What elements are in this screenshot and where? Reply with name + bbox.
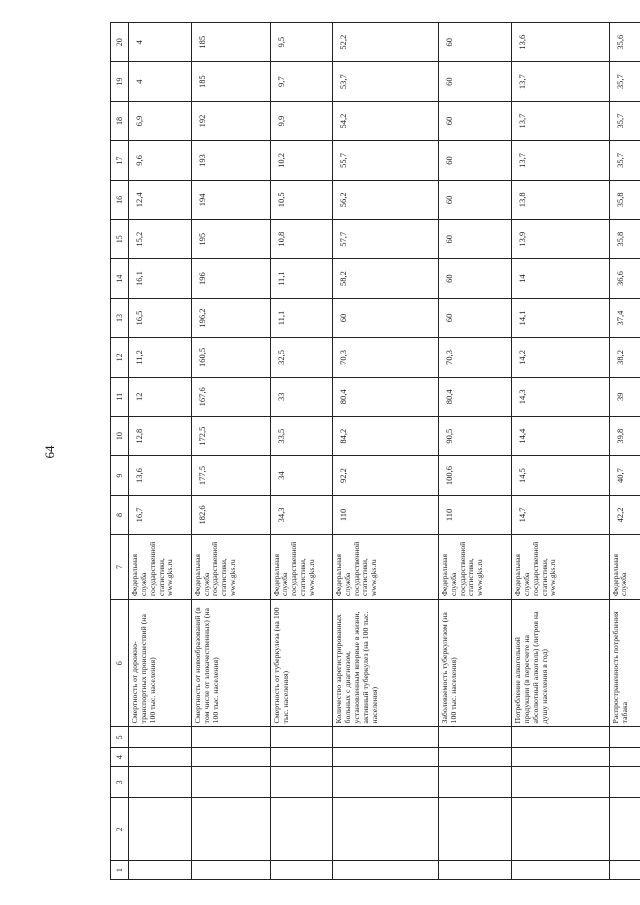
header-cell: 16	[111, 180, 129, 219]
value-cell: 58,2	[333, 259, 439, 298]
source-cell: Федеральная служба государственной статистики, www.gks.ru	[512, 535, 609, 600]
table-row	[333, 23, 439, 880]
value-cell: 172,5	[191, 416, 270, 455]
value-cell: 35,7	[609, 62, 640, 101]
value-cell: 39,8	[609, 416, 640, 455]
value-cell: 60	[439, 101, 512, 140]
empty-cell	[609, 727, 640, 748]
header-cell: 15	[111, 220, 129, 259]
value-cell: 160,5	[191, 338, 270, 377]
empty-cell	[270, 861, 333, 880]
value-cell: 11,1	[270, 298, 333, 337]
header-cell: 3	[111, 767, 129, 798]
value-cell: 33	[270, 377, 333, 416]
indicator-cell: Смертность от новообразований (в том числе от злокачественных) (на 100 тыс. населения)	[191, 599, 270, 727]
empty-cell	[191, 798, 270, 861]
value-cell: 35,7	[609, 141, 640, 180]
value-cell: 36,6	[609, 259, 640, 298]
value-cell: 195	[191, 220, 270, 259]
empty-cell	[270, 748, 333, 767]
value-cell: 10,8	[270, 220, 333, 259]
empty-cell	[333, 767, 439, 798]
table-body	[129, 23, 640, 880]
indicator-cell: Распространенность потребления табака	[609, 599, 640, 727]
empty-cell	[512, 861, 609, 880]
empty-cell	[512, 798, 609, 861]
value-cell: 193	[191, 141, 270, 180]
value-cell: 34,3	[270, 495, 333, 534]
value-cell: 110	[439, 495, 512, 534]
header-cell: 12	[111, 338, 129, 377]
value-cell: 185	[191, 62, 270, 101]
value-cell: 39	[609, 377, 640, 416]
empty-cell	[439, 748, 512, 767]
value-cell: 35,8	[609, 220, 640, 259]
source-cell: Федеральная служба	[609, 535, 640, 600]
value-cell: 4	[129, 23, 192, 62]
value-cell: 14,1	[512, 298, 609, 337]
value-cell: 38,2	[609, 338, 640, 377]
empty-cell	[129, 727, 192, 748]
indicator-cell: Смертность от туберкулеза (на 100 тыс. населения)	[270, 599, 333, 727]
rotated-table-container	[110, 22, 640, 880]
value-cell: 14,7	[512, 495, 609, 534]
table-row	[609, 23, 640, 880]
source-cell: Федеральная служба государственной статистики, www.gks.ru	[333, 535, 439, 600]
table-row	[439, 23, 512, 880]
value-cell: 9,9	[270, 101, 333, 140]
header-cell: 20	[111, 23, 129, 62]
header-row	[111, 23, 129, 880]
value-cell: 110	[333, 495, 439, 534]
value-cell: 55,7	[333, 141, 439, 180]
value-cell: 37,4	[609, 298, 640, 337]
value-cell: 42,2	[609, 495, 640, 534]
source-cell: Федеральная служба государственной статистики, www.gks.ru	[270, 535, 333, 600]
value-cell: 15,2	[129, 220, 192, 259]
header-cell: 13	[111, 298, 129, 337]
empty-cell	[333, 798, 439, 861]
value-cell: 13,6	[512, 23, 609, 62]
value-cell: 60	[439, 220, 512, 259]
value-cell: 14	[512, 259, 609, 298]
value-cell: 6,9	[129, 101, 192, 140]
value-cell: 16,1	[129, 259, 192, 298]
value-cell: 80,4	[439, 377, 512, 416]
value-cell: 60	[439, 259, 512, 298]
empty-cell	[129, 767, 192, 798]
value-cell: 12,8	[129, 416, 192, 455]
empty-cell	[512, 748, 609, 767]
indicator-cell: Потребление алкогольной продукции (в пересчете на абсолютный алкоголь) (литров на душу населения в год)	[512, 599, 609, 727]
empty-cell	[439, 861, 512, 880]
value-cell: 100,6	[439, 456, 512, 495]
value-cell: 196,2	[191, 298, 270, 337]
value-cell: 60	[439, 141, 512, 180]
table-row	[270, 23, 333, 880]
empty-cell	[609, 748, 640, 767]
value-cell: 10,2	[270, 141, 333, 180]
indicator-cell: Смертность от дорожно-транспортных происшествий (на 100 тыс. населения)	[129, 599, 192, 727]
header-cell: 19	[111, 62, 129, 101]
header-cell: 6	[111, 599, 129, 727]
empty-cell	[439, 727, 512, 748]
value-cell: 60	[333, 298, 439, 337]
source-cell: Федеральная служба государственной статистики, www.gks.ru	[129, 535, 192, 600]
value-cell: 32,5	[270, 338, 333, 377]
header-cell: 7	[111, 535, 129, 600]
value-cell: 185	[191, 23, 270, 62]
value-cell: 70,3	[439, 338, 512, 377]
value-cell: 9,7	[270, 62, 333, 101]
table-row	[191, 23, 270, 880]
indicator-cell: Количество зарегистрированных больных с диагнозом, установленным впервые в жизни, активный туберкулез (на 100 тыс. населения)	[333, 599, 439, 727]
header-cell: 10	[111, 416, 129, 455]
indicators-table	[110, 22, 640, 880]
value-cell: 57,7	[333, 220, 439, 259]
value-cell: 56,2	[333, 180, 439, 219]
value-cell: 35,7	[609, 101, 640, 140]
table-row	[512, 23, 609, 880]
value-cell: 52,2	[333, 23, 439, 62]
source-cell: Федеральная служба государственной статистики, www.gks.ru	[191, 535, 270, 600]
value-cell: 13,8	[512, 180, 609, 219]
indicator-cell: Заболеваемость туберкулезом (на 100 тыс. населения)	[439, 599, 512, 727]
value-cell: 9,6	[129, 141, 192, 180]
value-cell: 40,7	[609, 456, 640, 495]
value-cell: 54,2	[333, 101, 439, 140]
value-cell: 60	[439, 62, 512, 101]
value-cell: 9,5	[270, 23, 333, 62]
empty-cell	[191, 861, 270, 880]
value-cell: 12,4	[129, 180, 192, 219]
value-cell: 34	[270, 456, 333, 495]
empty-cell	[129, 861, 192, 880]
value-cell: 35,6	[609, 23, 640, 62]
header-cell: 5	[111, 727, 129, 748]
source-cell: Федеральная служба государственной статистики, www.gks.ru	[439, 535, 512, 600]
value-cell: 90,5	[439, 416, 512, 455]
empty-cell	[609, 767, 640, 798]
empty-cell	[512, 767, 609, 798]
header-cell: 17	[111, 141, 129, 180]
value-cell: 60	[439, 298, 512, 337]
empty-cell	[270, 798, 333, 861]
header-cell: 18	[111, 101, 129, 140]
empty-cell	[191, 748, 270, 767]
header-cell: 2	[111, 798, 129, 861]
empty-cell	[333, 748, 439, 767]
page-number: 64	[42, 445, 57, 459]
header-cell: 14	[111, 259, 129, 298]
empty-cell	[439, 767, 512, 798]
value-cell: 10,5	[270, 180, 333, 219]
empty-cell	[129, 798, 192, 861]
empty-cell	[270, 727, 333, 748]
value-cell: 192	[191, 101, 270, 140]
value-cell: 14,4	[512, 416, 609, 455]
value-cell: 84,2	[333, 416, 439, 455]
header-cell: 9	[111, 456, 129, 495]
empty-cell	[129, 748, 192, 767]
value-cell: 194	[191, 180, 270, 219]
value-cell: 4	[129, 62, 192, 101]
value-cell: 92,2	[333, 456, 439, 495]
value-cell: 13,7	[512, 141, 609, 180]
value-cell: 12	[129, 377, 192, 416]
empty-cell	[191, 767, 270, 798]
value-cell: 196	[191, 259, 270, 298]
value-cell: 14,3	[512, 377, 609, 416]
value-cell: 35,8	[609, 180, 640, 219]
value-cell: 33,5	[270, 416, 333, 455]
empty-cell	[270, 767, 333, 798]
value-cell: 13,7	[512, 62, 609, 101]
value-cell: 14,2	[512, 338, 609, 377]
value-cell: 14,5	[512, 456, 609, 495]
table-row	[129, 23, 192, 880]
value-cell: 11,2	[129, 338, 192, 377]
value-cell: 177,5	[191, 456, 270, 495]
value-cell: 182,6	[191, 495, 270, 534]
value-cell: 11,1	[270, 259, 333, 298]
header-cell: 1	[111, 861, 129, 880]
empty-cell	[191, 727, 270, 748]
empty-cell	[333, 861, 439, 880]
value-cell: 167,6	[191, 377, 270, 416]
empty-cell	[512, 727, 609, 748]
empty-cell	[333, 727, 439, 748]
value-cell: 60	[439, 180, 512, 219]
value-cell: 53,7	[333, 62, 439, 101]
value-cell: 16,5	[129, 298, 192, 337]
empty-cell	[439, 798, 512, 861]
header-cell: 8	[111, 495, 129, 534]
value-cell: 80,4	[333, 377, 439, 416]
value-cell: 13,9	[512, 220, 609, 259]
empty-cell	[609, 798, 640, 861]
empty-cell	[609, 861, 640, 880]
header-cell: 4	[111, 748, 129, 767]
value-cell: 70,3	[333, 338, 439, 377]
value-cell: 13,7	[512, 101, 609, 140]
header-cell: 11	[111, 377, 129, 416]
value-cell: 16,7	[129, 495, 192, 534]
value-cell: 13,6	[129, 456, 192, 495]
value-cell: 60	[439, 23, 512, 62]
